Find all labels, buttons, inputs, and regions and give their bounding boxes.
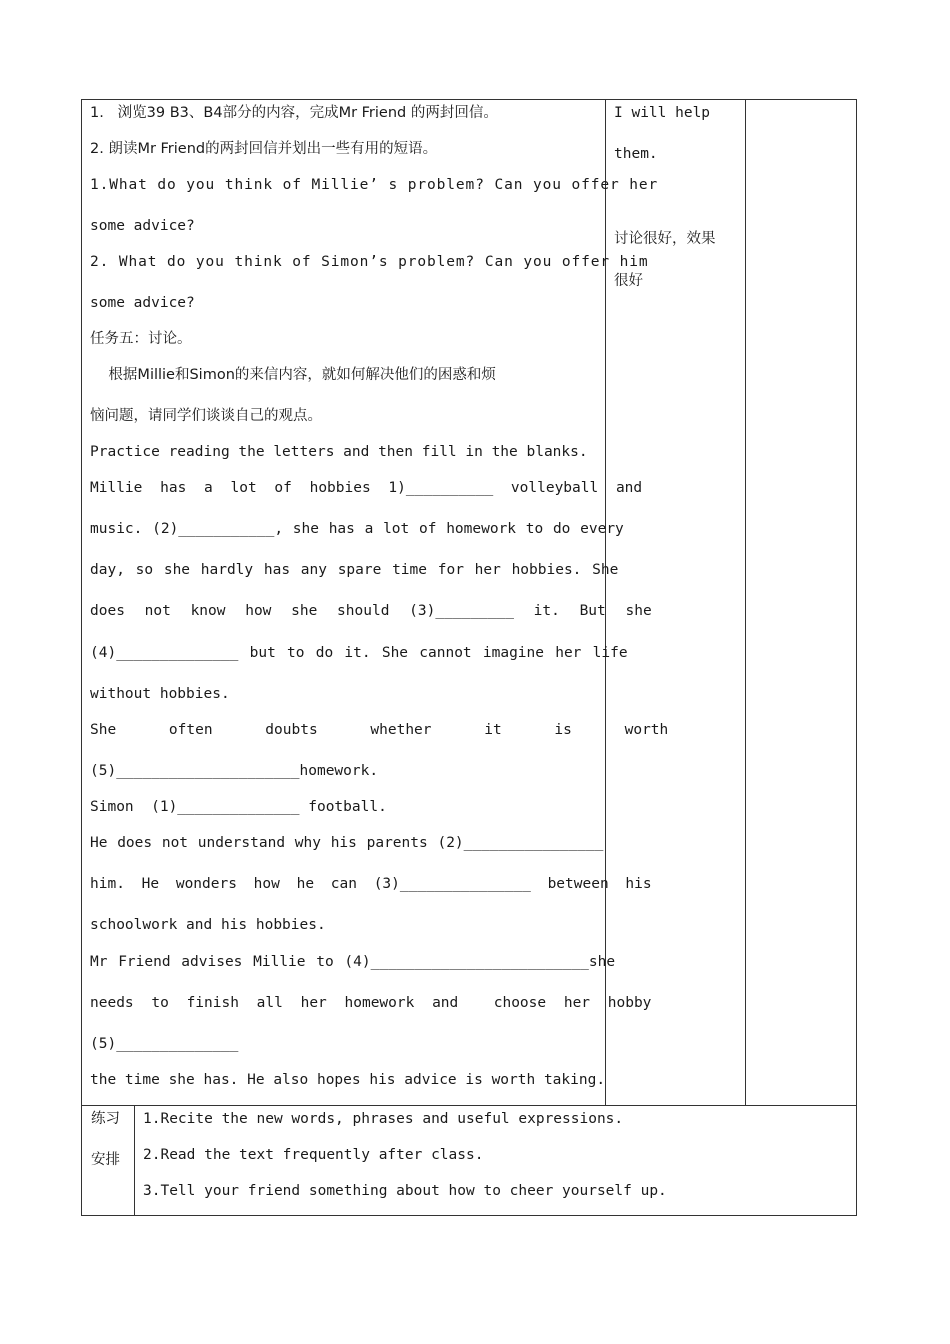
practice-item: 2.Read the text frequently after class. — [143, 1147, 484, 1163]
main-line: 2. 朗读Mr Friend的两封回信并划出一些有用的短语。 — [90, 141, 438, 157]
main-line: does not know how she should (3)_________ it. But she — [90, 603, 652, 619]
main-line: 根据Millie和Simon的来信内容，就如何解决他们的困惑和烦 — [90, 367, 496, 383]
main-line: some advice? — [90, 295, 195, 311]
practice-label: 安排 — [91, 1152, 120, 1168]
main-line: She often doubts whether it is worth — [90, 722, 669, 738]
main-line: him. He wonders how he can (3)_______________ between his — [90, 876, 652, 892]
main-line: 1. 浏览39 B3、B4部分的内容，完成Mr Friend 的两封回信。 — [90, 105, 498, 121]
note-line: 讨论很好，效果 — [614, 231, 716, 247]
main-line: (4)______________ but to do it. She cannot imagine her life — [90, 645, 628, 661]
note-line: them. — [614, 146, 658, 162]
main-line: (5)______________ — [90, 1036, 239, 1052]
main-line: Practice reading the letters and then fill in the blanks. — [90, 444, 588, 460]
main-line: Millie has a lot of hobbies 1)__________ volleyball and — [90, 480, 643, 496]
note-line: I will help — [614, 105, 711, 121]
main-line: 恼问题，请同学们谈谈自己的观点。 — [90, 408, 322, 424]
main-line: some advice? — [90, 218, 195, 234]
main-line: schoolwork and his hobbies. — [90, 917, 326, 933]
column-divider-notes — [745, 99, 746, 1105]
main-line: the time she has. He also hopes his advice is worth taking. — [90, 1072, 606, 1088]
main-line: Mr Friend advises Millie to (4)_________________________she — [90, 954, 616, 970]
main-line: 1.What do you think of Millie’ s problem? Can you offer her — [90, 177, 659, 193]
main-line: 任务五：讨论。 — [90, 331, 192, 347]
main-line: He does not understand why his parents (2)________________ — [90, 835, 604, 851]
main-line: needs to finish all her homework and choose her hobby — [90, 995, 652, 1011]
practice-item: 3.Tell your friend something about how to cheer yourself up. — [143, 1183, 667, 1199]
practice-label: 练习 — [91, 1111, 120, 1127]
row-divider-practice — [81, 1105, 857, 1106]
main-line: day, so she hardly has any spare time for her hobbies. She — [90, 562, 619, 578]
practice-label-divider — [134, 1105, 135, 1216]
main-line: music. (2)___________, she has a lot of homework to do every — [90, 521, 624, 537]
main-line: (5)_____________________homework. — [90, 763, 379, 779]
main-line: Simon (1)______________ football. — [90, 799, 387, 815]
practice-item: 1.Recite the new words, phrases and useful expressions. — [143, 1111, 624, 1127]
note-line: 很好 — [614, 273, 643, 289]
main-line: without hobbies. — [90, 686, 230, 702]
main-line: 2. What do you think of Simon’s problem? Can you offer him — [90, 254, 649, 270]
